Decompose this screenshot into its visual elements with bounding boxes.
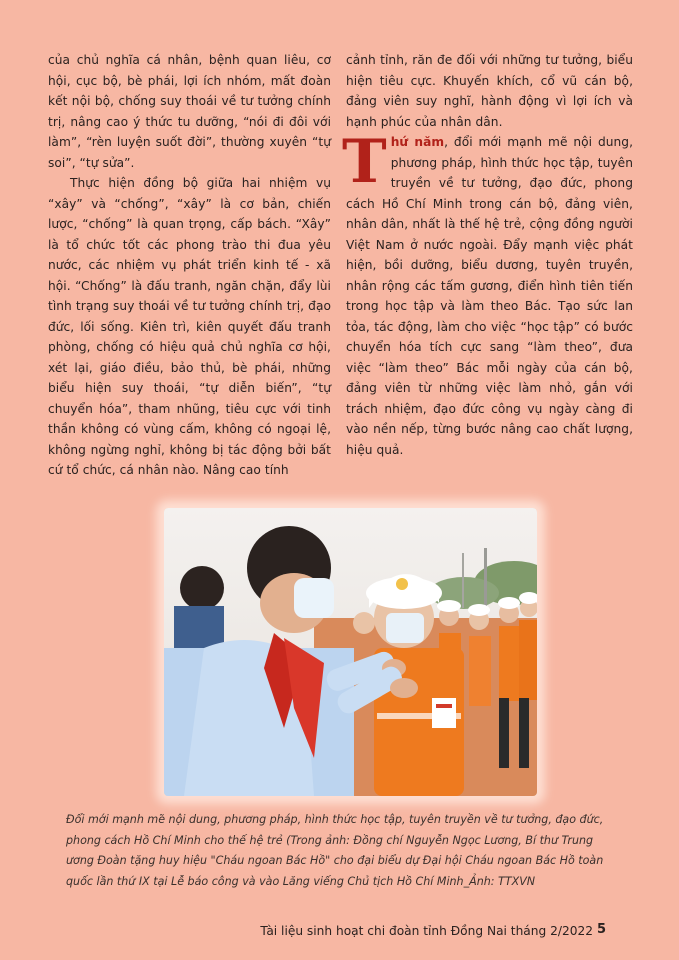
paragraph-thu-nam — [342, 127, 633, 460]
paragraph: cảnh tỉnh, răn đe đối với những tư tưởng, biểu hiện tiêu cực. Khuyến khích, cổ vũ cán bộ, đảng viên suy nghĩ, hành động vì lợi ích và hạnh phúc của nhân dân. — [346, 53, 633, 129]
photo-caption: Đổi mới mạnh mẽ nội dung, phương pháp, hình thức học tập, tuyên truyền về tư tưởng, đạo đức, phong cách Hồ Chí Minh cho thế hệ trẻ (Trong ảnh: Đồng chí Nguyễn Ngọc Lương, Bí thư Trung ương Đoàn tặng huy hiệu "Cháu ngoan Bác Hồ" cho đại biểu dự Đại hội Cháu ngoan Bác Hồ toàn quốc lần thứ IX tại Lễ báo công và vào Lăng viếng Chủ tịch Hồ Chí Minh_Ảnh: TTXVN — [66, 813, 604, 888]
paragraph: của chủ nghĩa cá nhân, bệnh quan liêu, cơ hội, cục bộ, bè phái, lợi ích nhóm, mất đoàn kết nội bộ, chống suy thoái về tư tưởng chính trị, nâng cao ý thức tu dưỡng, “nói đi đôi với làm”, “rèn luyện suốt đời”, thường xuyên “tự soi”, “tự sửa”. — [48, 53, 331, 170]
left-column — [48, 50, 331, 481]
page-number: 5 — [597, 922, 607, 937]
drop-cap: T — [342, 127, 387, 197]
photo-illustration — [164, 508, 537, 796]
paragraph-body: , đổi mới mạnh mẽ nội dung, phương pháp, hình thức học tập, tuyên truyền về tư tưởng, đạo đức, phong cách Hồ Chí Minh trong cán bộ, đảng viên, nhân dân, nhất là thế hệ trẻ, cộng đồng người Việt Nam ở nước ngoài. Đẩy mạnh việc phát hiện, bồi dưỡng, biểu dương, tuyên truyền, nhân rộng các tấm gương, điển hình tiên tiến trong học tập và làm theo Bác. Tạo sức lan tỏa, tác động, làm cho việc “học tập” có bước chuyển hóa tích cực sang “làm theo”, đưa việc “làm theo” Bác mỗi ngày của cán bộ, đảng viên từ những việc làm nhỏ, gắn với trách nhiệm, đạo đức công vụ ngày càng đi vào nền nếp, từng bước nâng cao chất lượng, hiệu quả. — [346, 135, 633, 457]
news-photo — [164, 508, 537, 796]
right-column — [342, 50, 633, 460]
footer-title: Tài liệu sinh hoạt chi đoàn tỉnh Đồng Nai tháng 2/2022 — [260, 924, 593, 938]
paragraph: Thực hiện đồng bộ giữa hai nhiệm vụ “xây” và “chống”, “xây” là cơ bản, chiến lược, “chống” là quan trọng, cấp bách. “Xây” là tổ chức tốt các phong trào thi đua yêu nước, các nhiệm vụ phát triển kinh tế - xã hội. “Chống” là đấu tranh, ngăn chặn, đẩy lùi tình trạng suy thoái về tư tưởng chính trị, đạo đức, lối sống. Kiên trì, kiên quyết đấu tranh phòng, chống có hiệu quả chủ nghĩa cơ hội, xét lại, giáo điều, bảo thủ, bè phái, những biểu hiện suy thoái, “tự diễn biến”, “tự chuyển hóa”, tham nhũng, tiêu cực với tinh thần không có vùng cấm, không có ngoại lệ, không ngừng nghỉ, không bị tác động bởi bất cứ tổ chức, cá nhân nào. Nâng cao tính — [48, 176, 331, 477]
lead-in: hứ năm — [390, 135, 445, 149]
